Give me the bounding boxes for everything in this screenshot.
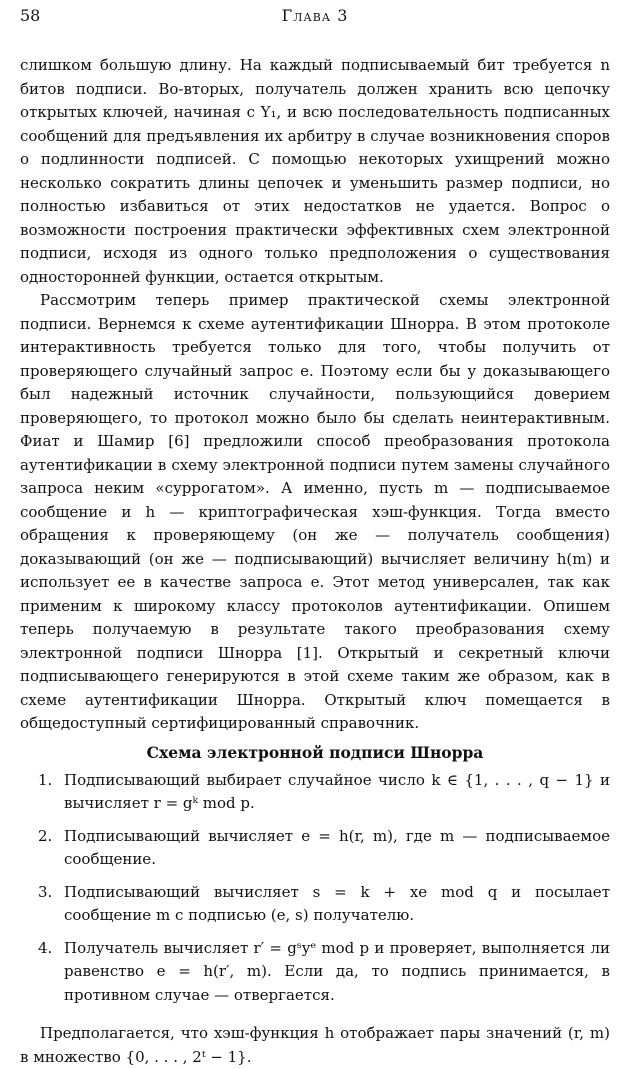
step-text: Подписывающий вычисляет s = k + xe mod q и посылает сообщение m с подписью (e, s) получателю. xyxy=(64,882,610,924)
page-header xyxy=(20,6,610,30)
scheme-steps-list xyxy=(20,769,610,1008)
scheme-step xyxy=(20,881,610,928)
page-body xyxy=(20,54,610,1069)
running-head: Глава 3 xyxy=(281,6,349,25)
scheme-step xyxy=(20,825,610,872)
paragraph-schnorr-intro: Рассмотрим теперь пример практической схемы электронной подписи. Вернемся к схеме аутентификации Шнорра. В этом протоколе интерактивность требуется только для того, чтобы получить от проверяющего случайный запрос e. Поэтому если бы у доказывающего был надежный источник случайности, пользующийся доверием проверяющего, то протокол можно было бы сделать неинтерактивным. Фиат и Шамир [6] предложили способ преобразования протокола аутентификации в схему электронной подписи путем замены случайного запроса неким «суррогатом». А именно, пусть m — подписываемое сообщение и h — криптографическая хэш-функция. Тогда вместо обращения к проверяющему (он же — получатель сообщения) доказывающий (он же — подписывающий) вычисляет величину h(m) и использует ее в качестве запроса e. Этот метод универсален, так как применим к широкому классу протоколов аутентификации. Опишем теперь получаемую в результате такого преобразования схему электронной подписи Шнорра [1]. Открытый и секретный ключи подписывающего генерируются в этой схеме таким же образом, как в схеме аутентификации Шнорра. Открытый ключ помещается в общедоступный сертифицированный справочник. xyxy=(20,291,610,732)
step-text: Подписывающий вычисляет e = h(r, m), где m — подписываемое сообщение. xyxy=(64,826,610,868)
scheme-step xyxy=(20,769,610,816)
scheme-title: Схема электронной подписи Шнорра xyxy=(146,742,484,762)
step-text: Подписывающий выбирает случайное число k ∈ {1, . . . , q − 1} и вычисляет r = gᵏ mod p. xyxy=(64,770,610,812)
step-number: 4. xyxy=(38,938,53,957)
paragraph-continuation: слишком большую длину. На каждый подписываемый бит требуется n битов подписи. Во-вторых, получатель должен хранить всю цепочку открытых ключей, начиная с Y₁, и всю последовательность подписанных сообщений для предъявления их арбитру в случае возникновения споров о подлинности подписей. С помощью некоторых ухищрений можно несколько сократить длины цепочек и уменьшить размер подписи, но полностью избавиться от этих недостатков не удается. Вопрос о возможности построения практически эффективных схем электронной подписи, исходя из одного только предположения о существования односторонней функции, остается открытым. xyxy=(20,56,610,286)
step-number: 3. xyxy=(38,882,53,901)
page-number: 58 xyxy=(20,6,41,25)
book-page xyxy=(20,0,610,1066)
step-number: 2. xyxy=(38,826,53,845)
step-text: Получатель вычисляет r′ = gˢyᵉ mod p и проверяет, выполняется ли равенство e = h(r′, m). Если да, то подпись принимается, в противном случае — отвергается. xyxy=(64,938,610,1004)
step-number: 1. xyxy=(38,770,53,789)
paragraph-hash-function: Предполагается, что хэш-функция h отображает пары значений (r, m) в множество {0, . . . , 2ᵗ − 1}. xyxy=(20,1024,610,1066)
scheme-step xyxy=(20,937,610,1008)
